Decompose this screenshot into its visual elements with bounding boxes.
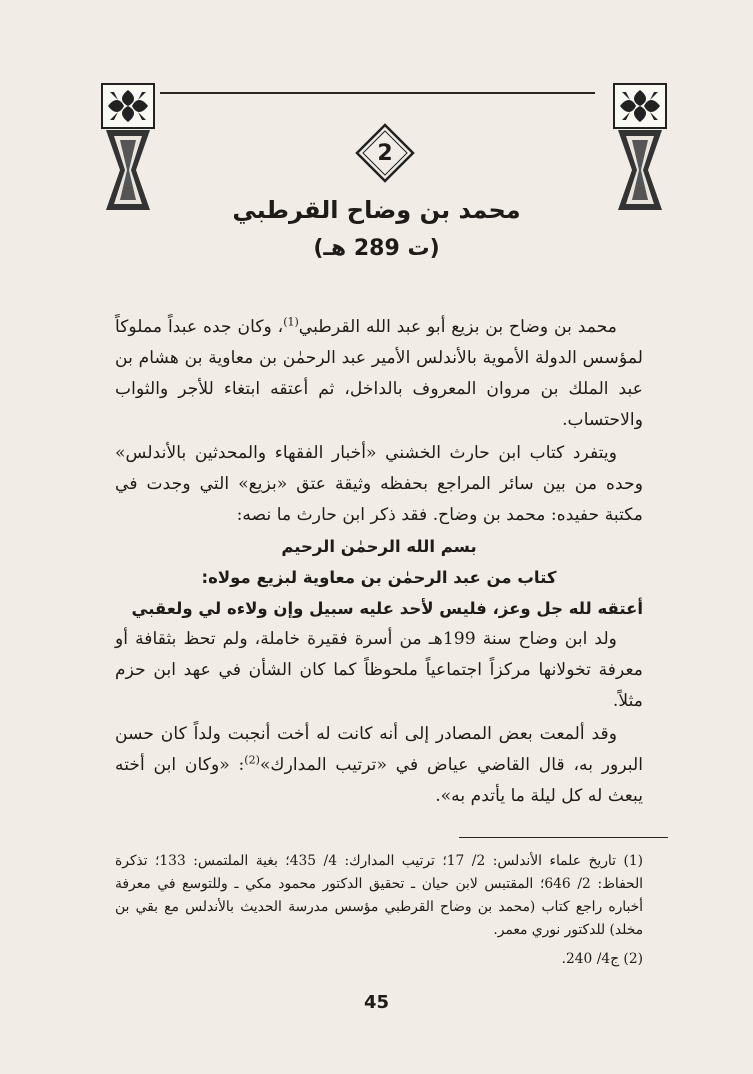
footnote-ref: (1) <box>283 315 299 329</box>
chapter-subtitle: (ت 289 هـ) <box>313 236 440 261</box>
paragraph-1 <box>115 312 643 436</box>
header-rule <box>160 92 595 94</box>
paragraph-3: ولد ابن وضاح سنة 199هـ من أسرة فقيرة خاملة، ولم تحظ بثقافة أو معرفة تخولانها مركزاً اجتماعياً ملحوظاً كما كان الشأن في عهد ابن حزم مثلاً. <box>115 629 643 711</box>
paragraph-text: وقد ألمعت بعض المصادر إلى أنه كانت له أخت أنجبت ولداً كان حسن البرور به، قال القاضي عياض في «ترتيب المدارك» <box>115 724 644 775</box>
document-heading: كتاب من عبد الرحمٰن بن معاوية لبزيع مولاه: <box>201 568 557 587</box>
footnotes <box>115 850 643 971</box>
paragraph-2: ويتفرد كتاب ابن حارث الخشني «أخبار الفقهاء والمحدثين بالأندلس» وحده من بين سائر المراجع بحفظه وثيقة عتق «بزيع» التي وجدت في مكتبة حفيده: محمد بن وضاح. فقد ذكر ابن حارث ما نصه: <box>115 443 643 525</box>
footnote-ref: (2) <box>244 753 260 767</box>
chapter-number: 2 <box>377 140 393 166</box>
chapter-title: محمد بن وضاح القرطبي <box>232 196 521 224</box>
chapter-ornament-right <box>612 82 668 212</box>
chapter-number-badge <box>354 122 416 184</box>
body-text <box>115 312 643 812</box>
paragraph-text: : «وكان ابن أخته يبعث له كل ليلة ما يأتدم به». <box>115 755 643 806</box>
basmala-line: بسم الله الرحمٰن الرحيم <box>281 537 477 556</box>
footnote-1: (1) تاريخ علماء الأندلس: 2/ 17؛ ترتيب المدارك: 4/ 435؛ بغية الملتمس: 133؛ تذكرة الحفاظ: 2/ 646؛ المقتبس لابن حيان ـ تحقيق الدكتور محمود مكي ـ وللتوسع في معرفة أخباره راجع كتاب (محمد بن وضاح القرطبي مؤسس مدرسة الحديث بالأندلس مع بقي بن مخلد) للدكتور نوري معمر. <box>115 853 643 938</box>
document-quote: أعتقه لله جل وعز، فليس لأحد عليه سبيل وإن ولاءه لي ولعقبي <box>131 599 643 618</box>
paragraph-text: محمد بن وضاح بن بزيع أبو عبد الله القرطبي <box>298 317 617 337</box>
paragraph-4 <box>115 719 643 812</box>
page-number: 45 <box>363 992 390 1013</box>
footnote-2: (2) ج4/ 240. <box>561 951 643 967</box>
paragraph-text: ، وكان جده عبداً مملوكاً لمؤسس الدولة الأموية بالأندلس الأمير عبد الرحمٰن بن معاوية بن هشام بن عبد الملك بن مروان المعروف بالداخل، ثم أعتقه ابتغاء للأجر والثواب والاحتساب. <box>115 317 643 430</box>
chapter-ornament-left <box>100 82 156 212</box>
footnote-rule <box>459 837 668 838</box>
